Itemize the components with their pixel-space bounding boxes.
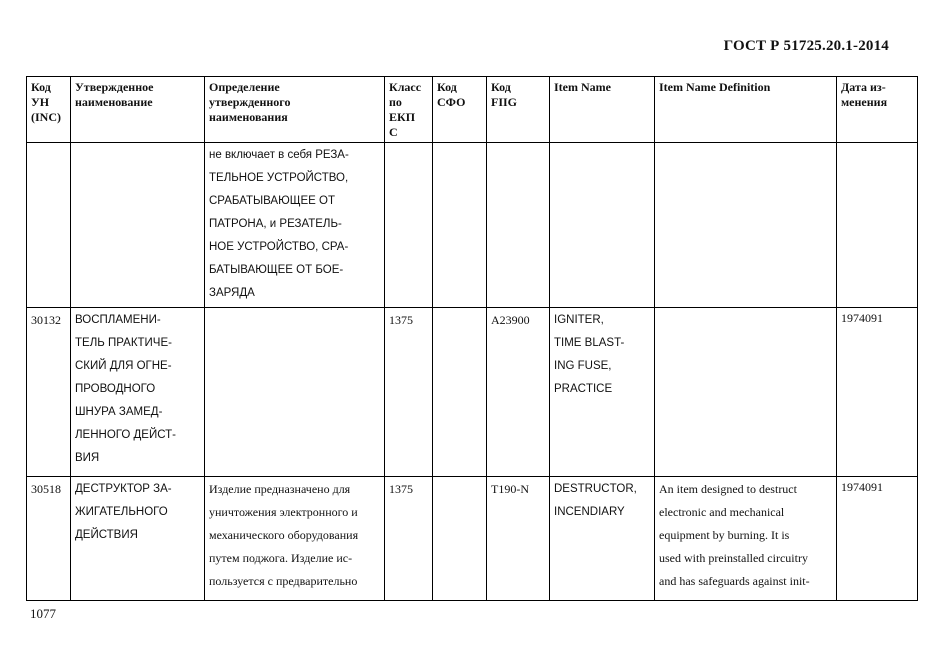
items-table (26, 76, 918, 601)
cell-approved-name: ДЕСТРУКТОР ЗА- ЖИГАТЕЛЬНОГО ДЕЙСТВИЯ (71, 477, 205, 601)
cell-sfo (433, 477, 487, 601)
cell-item-name-definition (655, 143, 837, 308)
cell-approved-name: ВОСПЛАМЕНИ- ТЕЛЬ ПРАКТИЧЕ- СКИЙ ДЛЯ ОГНЕ- ПРОВОДНОГО ШНУРА ЗАМЕД- ЛЕННОГО ДЕЙСТ- ВИЯ (71, 308, 205, 477)
table-row (27, 308, 918, 477)
document-id: ГОСТ Р 51725.20.1-2014 (723, 38, 889, 54)
cell-definition: Изделие предназначено для уничтожения электронного и механического оборудования путем поджога. Изделие ис- пользуется с предварительно (205, 477, 385, 601)
header-item-name-definition: Item Name Definition (655, 77, 837, 143)
cell-item-name (550, 143, 655, 308)
cell-item-name: IGNITER, TIME BLAST- ING FUSE, PRACTICE (550, 308, 655, 477)
cell-item-name: DESTRUCTOR, INCENDIARY (550, 477, 655, 601)
table-row (27, 143, 918, 308)
cell-item-name-definition (655, 308, 837, 477)
cell-inc: 30132 (27, 308, 71, 477)
table-row (27, 477, 918, 601)
cell-inc: 30518 (27, 477, 71, 601)
cell-date (837, 143, 918, 308)
cell-date: 1974091 (837, 308, 918, 477)
header-fiig: Код FIIG (487, 77, 550, 143)
cell-sfo (433, 143, 487, 308)
header-inc: Код УН (INC) (27, 77, 71, 143)
header-date: Дата из- менения (837, 77, 918, 143)
cell-fiig: T190-N (487, 477, 550, 601)
cell-class (385, 143, 433, 308)
cell-sfo (433, 308, 487, 477)
cell-item-name-definition: An item designed to destruct electronic and mechanical equipment by burning. It is used with preinstalled circuitry and has safeguards against init- (655, 477, 837, 601)
cell-fiig: A23900 (487, 308, 550, 477)
cell-definition (205, 308, 385, 477)
header-class: Класс по ЕКП С (385, 77, 433, 143)
header-item-name: Item Name (550, 77, 655, 143)
cell-fiig (487, 143, 550, 308)
cell-definition: не включает в себя РЕЗА- ТЕЛЬНОЕ УСТРОЙСТВО, СРАБАТЫВАЮЩЕЕ ОТ ПАТРОНА, и РЕЗАТЕЛЬ- НОЕ УСТРОЙСТВО, СРА- БАТЫВАЮЩЕЕ ОТ БОЕ- ЗАРЯДА (205, 143, 385, 308)
cell-class: 1375 (385, 308, 433, 477)
cell-inc (27, 143, 71, 308)
cell-class: 1375 (385, 477, 433, 601)
header-sfo: Код СФО (433, 77, 487, 143)
page-number: 1077 (30, 606, 56, 621)
cell-approved-name (71, 143, 205, 308)
header-approved-name: Утвержденное наименование (71, 77, 205, 143)
header-definition: Определение утвержденного наименования (205, 77, 385, 143)
table-header-row (27, 77, 918, 143)
cell-date: 1974091 (837, 477, 918, 601)
